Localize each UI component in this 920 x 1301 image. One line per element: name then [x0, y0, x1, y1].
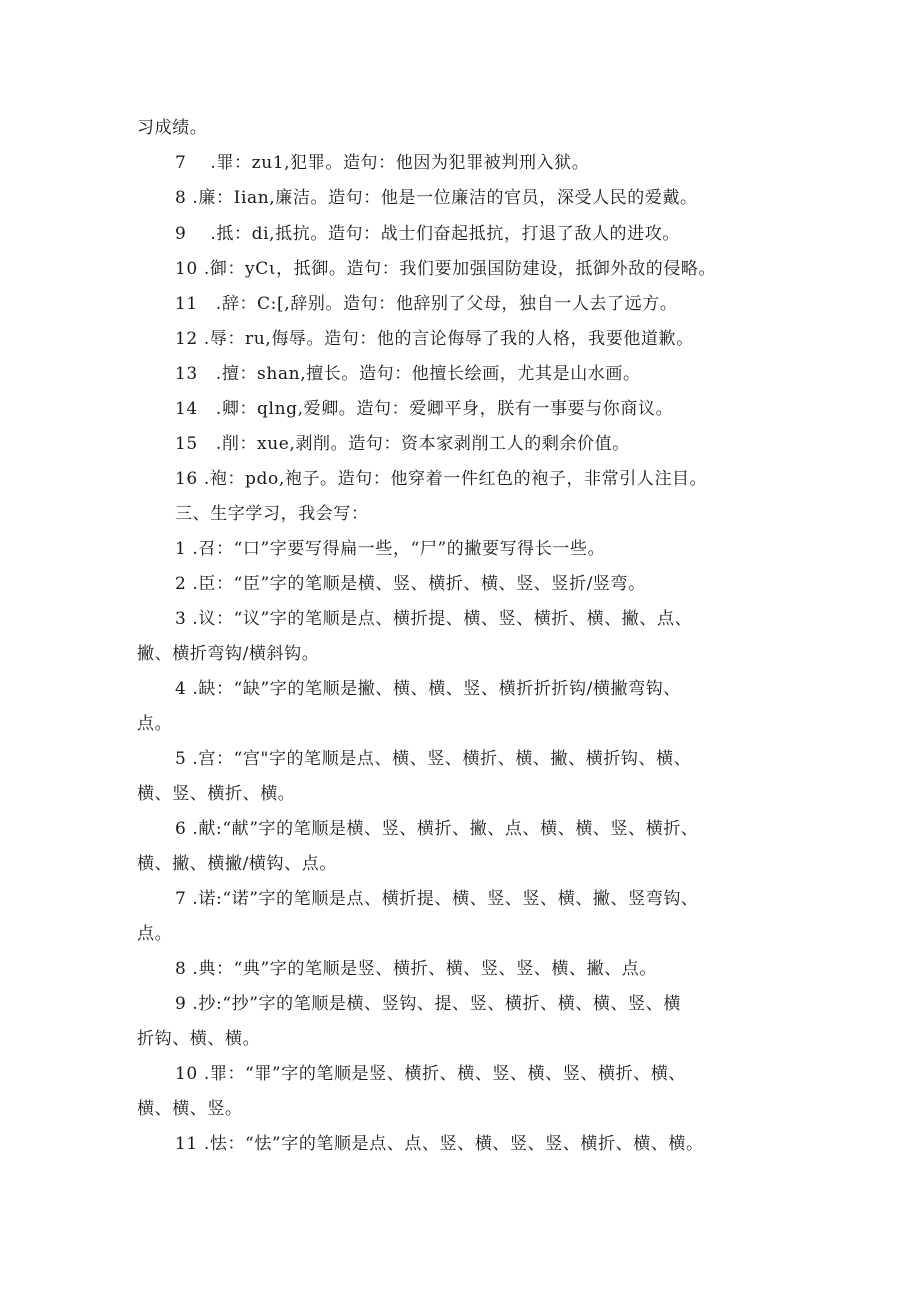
- text-line: 10 .御：yCι，抵御。造句：我们要加强国防建设，抵御外敌的侵略。: [175, 259, 717, 279]
- text-line: 8 .典：“典”字的笔顺是竖、横折、横、竖、竖、横、撇、点。: [175, 959, 658, 979]
- text-line: 7 .罪：zu1,犯罪。造句：他因为犯罪被判刑入狱。: [175, 153, 590, 173]
- text-line: 9 .抄:“抄”字的笔顺是横、竖钩、提、竖、横折、横、横、竖、横: [175, 994, 681, 1014]
- text-line: 7 .诺:“诺”字的笔顺是点、横折提、横、竖、竖、横、撇、竖弯钩、: [175, 889, 699, 909]
- text-line: 2 .臣：“臣”字的笔顺是横、竖、横折、横、竖、竖折/竖弯。: [175, 574, 646, 594]
- text-line: 8 .廉：Iian,廉洁。造句：他是一位廉洁的官员，深受人民的爱戴。: [175, 188, 698, 208]
- text-line: 5 .宫：“宫"字的笔顺是点、横、竖、横折、横、撇、横折钩、横、: [175, 749, 692, 769]
- text-line: 14 .卿：qlng,爱卿。造句：爱卿平身，朕有一事要与你商议。: [175, 399, 674, 419]
- text-line: 横、横、竖。: [137, 1099, 243, 1119]
- text-line: 12 .辱：ru,侮辱。造句：他的言论侮辱了我的人格，我要他道歉。: [175, 329, 694, 349]
- text-line: 9 .抵：di,抵抗。造句：战士们奋起抵抗，打退了敌人的进攻。: [175, 224, 680, 244]
- text-line: 11 .辞：C:[,辞别。造句：他辞别了父母，独自一人去了远方。: [175, 294, 678, 314]
- text-line: 11 .怯：“怯”字的笔顺是点、点、竖、横、竖、竖、横折、横、横。: [175, 1134, 704, 1154]
- text-line: 1 .召：“口”字要写得扁一些，“尸”的撇要写得长一些。: [175, 539, 606, 559]
- text-line: 6 .献:“献”字的笔顺是横、竖、横折、撇、点、横、横、竖、横折、: [175, 819, 699, 839]
- text-line: 横、竖、横折、横。: [137, 784, 296, 804]
- text-line: 16 .袍：pdo,袍子。造句：他穿着一件红色的袍子，非常引人注目。: [175, 469, 708, 489]
- text-line: 撇、横折弯钩/横斜钩。: [137, 644, 320, 664]
- section-heading: 三、生字学习，我会写：: [175, 504, 369, 524]
- text-line: 习成绩。: [137, 118, 208, 138]
- text-line: 点。: [137, 924, 173, 944]
- text-line: 4 .缺：“缺”字的笔顺是撇、横、横、竖、横折折折钩/横撇弯钩、: [175, 679, 681, 699]
- text-line: 13 .擅：shan,擅长。造句：他擅长绘画，尤其是山水画。: [175, 364, 641, 384]
- text-line: 点。: [137, 714, 173, 734]
- text-line: 折钩、横、横。: [137, 1029, 261, 1049]
- text-line: 横、撇、横撇/横钩、点。: [137, 854, 337, 874]
- text-line: 3 .议：“议”字的笔顺是点、横折提、横、竖、横折、横、撇、点、: [175, 609, 693, 629]
- text-line: 15 .削：xue,剥削。造句：资本家剥削工人的剩余价值。: [175, 434, 630, 454]
- text-line: 10 .罪：“罪”字的笔顺是竖、横折、横、竖、横、竖、横折、横、: [175, 1064, 687, 1084]
